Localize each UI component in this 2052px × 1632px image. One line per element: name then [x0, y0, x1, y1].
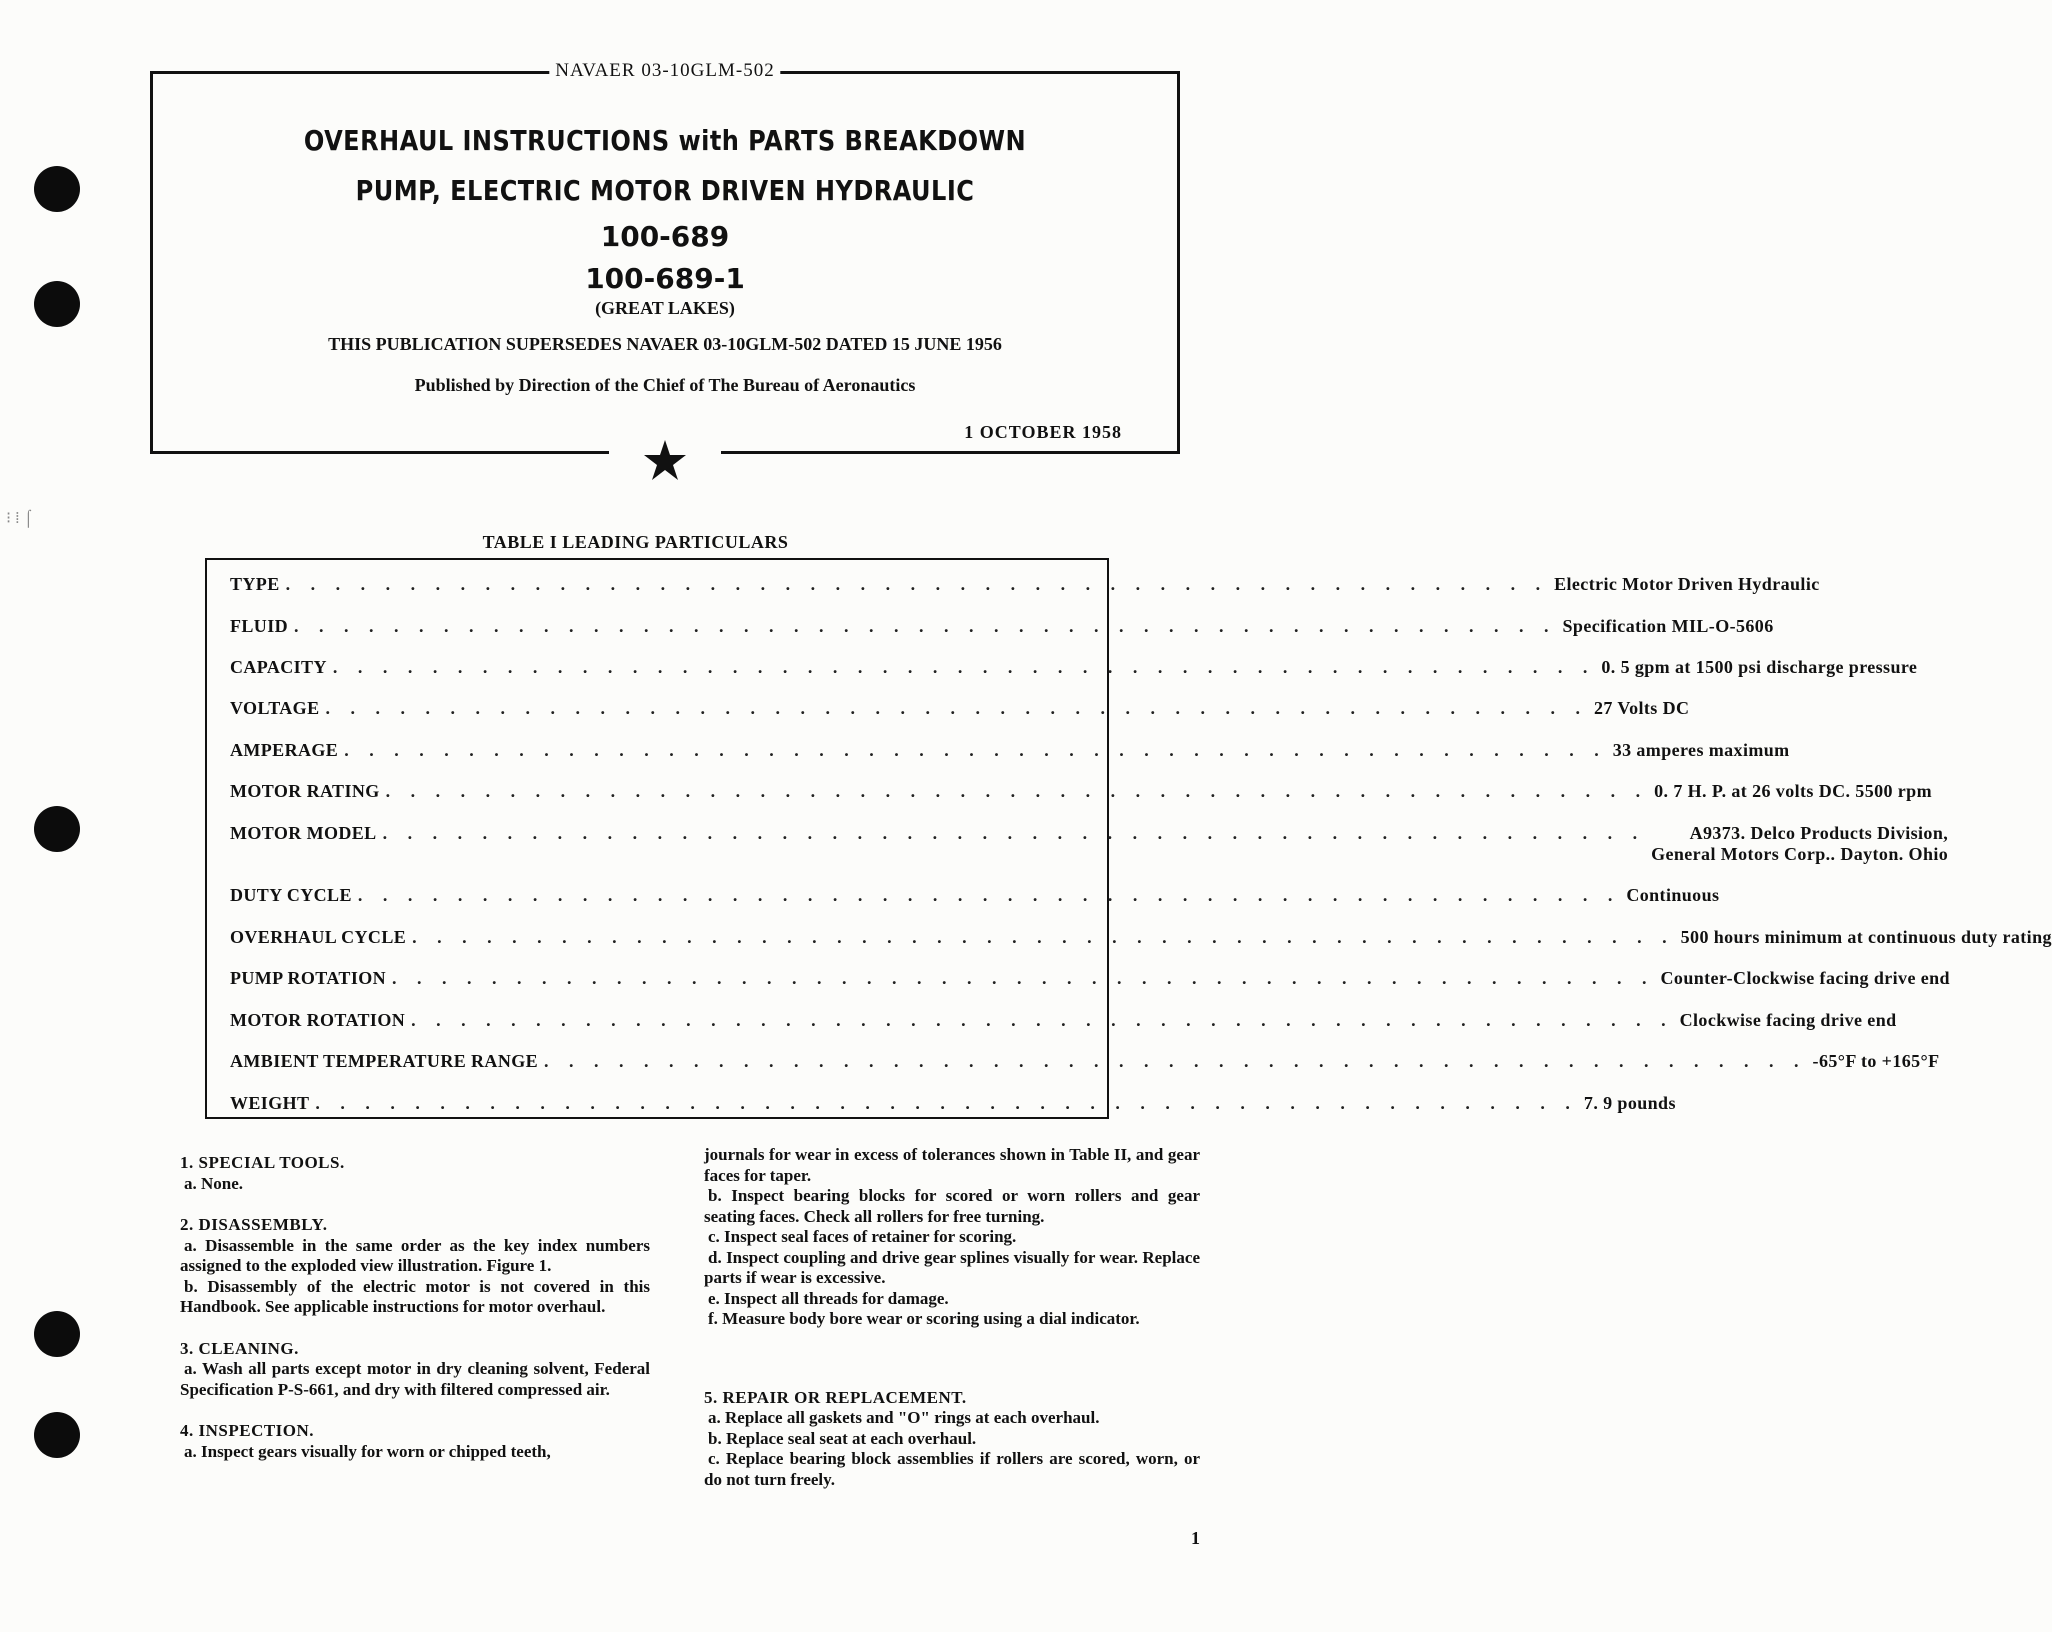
table-row: TYPE . . . . . . . . . . . . . . . . . . . . . . . . . . . . . . . . . . . . . . . . . . . . . . . . . . . Electric Motor Driven Hydraulic — [230, 574, 1820, 594]
table-caption: TABLE I LEADING PARTICULARS — [482, 532, 789, 552]
row-value: 27 Volts DC — [1593, 698, 1690, 718]
scan-mark: ⁝ ⁞ ⌠ — [6, 510, 34, 527]
section-heading: 3. CLEANING. — [180, 1338, 299, 1358]
table-row: FLUID . . . . . . . . . . . . . . . . . . . . . . . . . . . . . . . . . . . . . . . . . . . . . . . . . . . Specification MIL-O-5606 — [230, 616, 1774, 636]
table-row: MOTOR RATING . . . . . . . . . . . . . . . . . . . . . . . . . . . . . . . . . . . . . . . . . . . . . . . . . . . 0. 7 H. P. at 26 volts DC. 5500 rpm — [230, 781, 1932, 801]
row-label: CAPACITY — [230, 657, 327, 677]
model-number-1: 100-689 — [600, 220, 730, 253]
section-heading: 4. INSPECTION. — [180, 1421, 315, 1440]
supersedes-notice: THIS PUBLICATION SUPERSEDES NAVAER 03-10GLM-502 DATED 15 JUNE 1956 — [328, 334, 1002, 354]
row-value: A9373. Delco Products Division, General Motors Corp.. Dayton. Ohio — [1651, 823, 1949, 864]
paragraph: a. Disassemble in the same order as the key index numbers assigned to the exploded view illustration. Figure 1. — [180, 1235, 650, 1275]
punch-hole — [34, 1311, 80, 1357]
table-row: AMPERAGE . . . . . . . . . . . . . . . . . . . . . . . . . . . . . . . . . . . . . . . . . . . . . . . . . . . 33 amperes maximum — [230, 740, 1790, 760]
title-line-1: OVERHAUL INSTRUCTIONS with PARTS BREAKDOWN — [303, 124, 1027, 157]
row-value: Counter-Clockwise facing drive end — [1660, 968, 1950, 988]
section-disassembly — [180, 1215, 650, 1318]
row-value: 33 amperes maximum — [1612, 740, 1790, 760]
punch-hole — [34, 1412, 80, 1458]
leading-particulars-table — [205, 558, 2052, 1119]
row-label: MOTOR ROTATION — [230, 1010, 406, 1030]
row-value: Continuous — [1626, 885, 1720, 905]
table-row: VOLTAGE . . . . . . . . . . . . . . . . . . . . . . . . . . . . . . . . . . . . . . . . . . . . . . . . . . . 27 Volts DC — [230, 698, 1690, 718]
paragraph: b. Inspect bearing blocks for scored or worn rollers and gear seating faces. Check all rollers for free turning. — [704, 1186, 1200, 1226]
page-number: 1 — [1191, 1528, 1200, 1548]
paragraph: b. Disassembly of the electric motor is not covered in this Handbook. See applicable instructions for motor overhaul. — [180, 1276, 650, 1316]
table-row: DUTY CYCLE . . . . . . . . . . . . . . . . . . . . . . . . . . . . . . . . . . . . . . . . . . . . . . . . . . . Continuous — [230, 885, 1720, 905]
row-label: AMBIENT TEMPERATURE RANGE — [230, 1051, 539, 1071]
paragraph: journals for wear in excess of tolerances shown in Table II, and gear faces for taper. — [704, 1145, 1200, 1185]
paragraph: f. Measure body bore wear or scoring using a dial indicator. — [708, 1309, 1140, 1328]
table-row: MOTOR MODEL . . . . . . . . . . . . . . . . . . . . . . . . . . . . . . . . . . . . . . . . . . . . . . . . . . . A9373. Delco Products Division, General Motors Corp.. Dayton. Ohio — [230, 823, 1949, 864]
row-label: DUTY CYCLE — [230, 885, 352, 905]
row-value: -65°F to +165°F — [1812, 1051, 1940, 1071]
table-row: AMBIENT TEMPERATURE RANGE . . . . . . . . . . . . . . . . . . . . . . . . . . . . . . . . . . . . . . . . . . . . . . . . . . . -65°F to +165°F — [230, 1051, 1940, 1071]
section-cleaning — [180, 1339, 650, 1401]
row-value: 7. 9 pounds — [1583, 1093, 1676, 1113]
paragraph: b. Replace seal seat at each overhaul. — [708, 1428, 977, 1448]
row-label: MOTOR RATING — [230, 781, 380, 801]
body-column-right — [704, 1145, 1200, 1511]
row-value: Electric Motor Driven Hydraulic — [1554, 574, 1820, 594]
row-label: OVERHAUL CYCLE — [230, 927, 407, 947]
paragraph: c. Replace bearing block assemblies if rollers are scored, worn, or do not turn freely. — [704, 1449, 1200, 1489]
table-row: CAPACITY . . . . . . . . . . . . . . . . . . . . . . . . . . . . . . . . . . . . . . . . . . . . . . . . . . . 0. 5 gpm at 1500 psi discharge pressure — [230, 657, 1918, 677]
paragraph: e. Inspect all threads for damage. — [708, 1288, 949, 1308]
table-row: PUMP ROTATION . . . . . . . . . . . . . . . . . . . . . . . . . . . . . . . . . . . . . . . . . . . . . . . . . . . Counter-Clockwise facing drive end — [230, 968, 1950, 988]
paragraph: a. Inspect gears visually for worn or chipped teeth, — [184, 1441, 551, 1461]
row-label: VOLTAGE — [230, 698, 320, 718]
row-label: FLUID — [230, 616, 289, 636]
section-inspection-continued — [704, 1145, 1200, 1330]
paragraph: a. Wash all parts except motor in dry cleaning solvent, Federal Specification P-S-661, and dry with filtered compressed air. — [180, 1359, 650, 1399]
punch-hole — [34, 806, 80, 852]
row-value: 0. 5 gpm at 1500 psi discharge pressure — [1601, 657, 1918, 677]
publication-date: 1 OCTOBER 1958 — [964, 422, 1122, 442]
title-line-2: PUMP, ELECTRIC MOTOR DRIVEN HYDRAULIC — [355, 174, 975, 207]
section-inspection — [180, 1421, 650, 1462]
table-row: MOTOR ROTATION . . . . . . . . . . . . . . . . . . . . . . . . . . . . . . . . . . . . . . . . . . . . . . . . . . . Clockwise facing drive end — [230, 1010, 1897, 1030]
row-label: TYPE — [230, 574, 280, 594]
row-label: PUMP ROTATION — [230, 968, 387, 988]
body-column-left — [180, 1153, 650, 1483]
punch-hole — [34, 281, 80, 327]
paragraph: d. Inspect coupling and drive gear splines visually for wear. Replace parts if wear is excessive. — [704, 1247, 1200, 1287]
paragraph: a. None. — [184, 1173, 244, 1193]
punch-hole — [34, 166, 80, 212]
title-block — [150, 60, 1180, 454]
table-row: OVERHAUL CYCLE . . . . . . . . . . . . . . . . . . . . . . . . . . . . . . . . . . . . . . . . . . . . . . . . . . . 500 hours minimum at continuous duty rating — [230, 927, 2052, 947]
section-heading: 5. REPAIR OR REPLACEMENT. — [704, 1387, 967, 1407]
published-by: Published by Direction of the Chief of The Bureau of Aeronautics — [414, 375, 916, 395]
star-icon — [609, 439, 721, 481]
paragraph: a. Replace all gaskets and "O" rings at each overhaul. — [708, 1408, 1100, 1427]
row-label: WEIGHT — [230, 1093, 310, 1113]
section-heading: 2. DISASSEMBLY. — [180, 1215, 328, 1234]
row-value: 0. 7 H. P. at 26 volts DC. 5500 rpm — [1654, 781, 1932, 801]
row-label: AMPERAGE — [230, 740, 339, 760]
model-number-2: 100-689-1 — [585, 262, 745, 295]
manufacturer: (GREAT LAKES) — [595, 298, 735, 318]
row-label: MOTOR MODEL — [230, 823, 377, 843]
row-value: Specification MIL-O-5606 — [1562, 616, 1774, 636]
section-special-tools — [180, 1153, 650, 1194]
paragraph: c. Inspect seal faces of retainer for scoring. — [708, 1227, 1017, 1246]
row-value: 500 hours minimum at continuous duty rating — [1680, 927, 2052, 947]
table-row: WEIGHT . . . . . . . . . . . . . . . . . . . . . . . . . . . . . . . . . . . . . . . . . . . . . . . . . . . 7. 9 pounds — [230, 1093, 1676, 1113]
section-repair-replacement — [704, 1388, 1200, 1491]
section-heading: 1. SPECIAL TOOLS. — [180, 1153, 345, 1172]
doc-number: NAVAER 03-10GLM-502 — [549, 60, 780, 82]
row-value: Clockwise facing drive end — [1679, 1010, 1897, 1030]
